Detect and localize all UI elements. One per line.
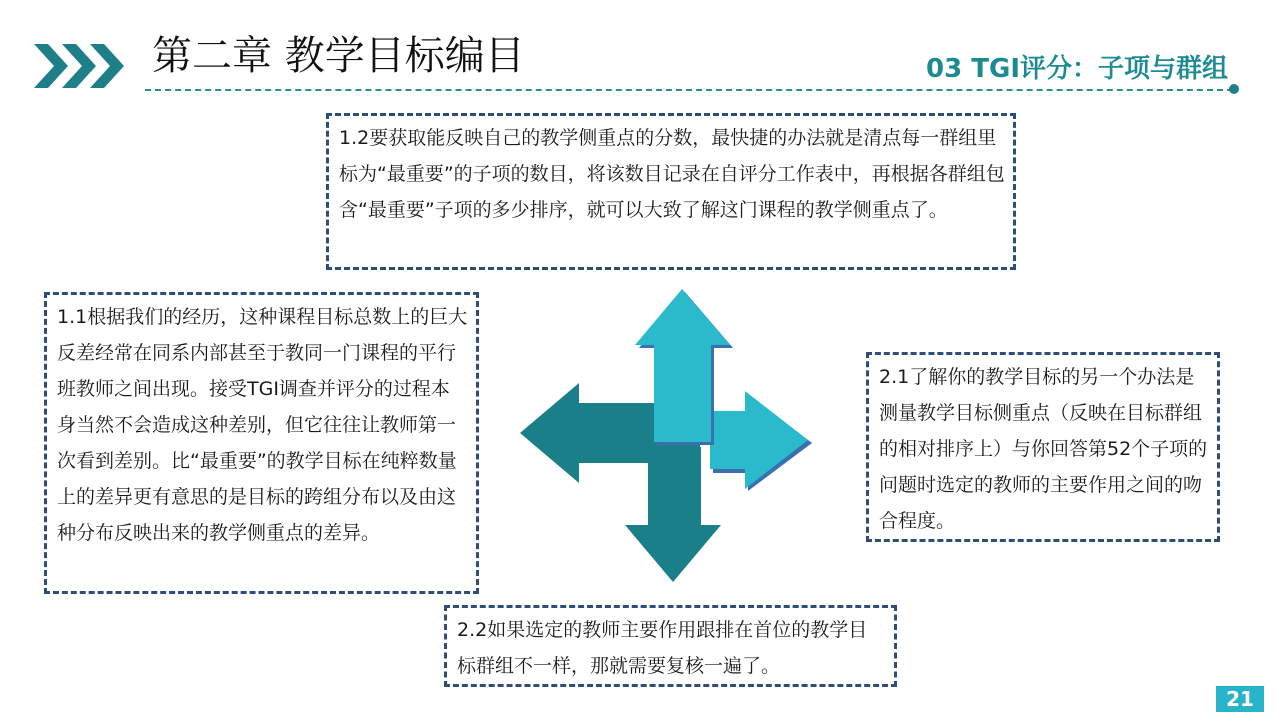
arrow-right-icon [710,391,808,489]
header-divider [145,89,1233,91]
text-box-1-2: 1.2要获取能反映自己的教学侧重点的分数，最快捷的办法就是清点每一群组里标为“最重要”的子项的数目，将该数目记录在自评分工作表中，再根据各群组包含“最重要”子项的多少排序，就可以大致了解这门课程的教学侧重点了。 [326,113,1016,270]
chevron-decoration-icon [34,44,130,88]
page-number-badge: 21 [1216,686,1264,712]
text-box-2-2: 2.2如果选定的教师主要作用跟排在首位的教学目标群组不一样，那就需要复核一遍了。 [444,605,897,687]
four-way-arrows-icon [515,285,820,590]
section-subtitle: 03 TGI评分：子项与群组 [926,54,1228,84]
text-box-2-1: 2.1了解你的教学目标的另一个办法是测量教学目标侧重点（反映在目标群组的相对排序上）与你回答第52个子项的问题时选定的教师的主要作用之间的吻合程度。 [866,352,1220,542]
text-box-1-1: 1.1根据我们的经历，这种课程目标总数上的巨大反差经常在同系内部甚至于教同一门课程的平行班教师之间出现。接受TGI调查并评分的过程本身当然不会造成这种差别，但它往往让教师第一次看到差别。比“最重要”的教学目标在纯粹数量上的差异更有意思的是目标的跨组分布以及由这种分布反映出来的教学侧重点的差异。 [44,292,479,594]
arrow-down-icon [625,447,721,582]
page-title: 第二章 教学目标编目 [152,33,525,79]
header-divider-dot [1229,84,1239,94]
